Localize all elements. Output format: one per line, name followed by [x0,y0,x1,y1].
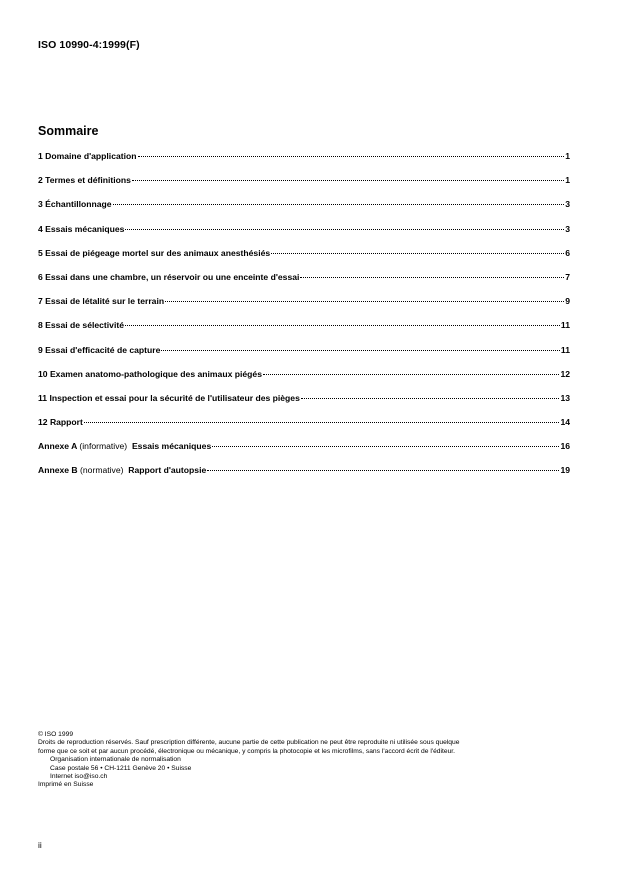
toc-leader-dots [301,398,560,399]
toc-annex-type: (informative) [79,441,128,452]
toc-entry-page: 16 [560,441,570,452]
toc-annex-prefix: Annexe A [38,441,77,452]
postal-address: Case postale 56 • CH-1211 Genève 20 • Suisse [50,764,192,772]
toc-entry-label: 4 Essais mécaniques [38,223,125,234]
toc-entry-page: 14 [560,417,570,428]
toc-entry-label: 5 Essai de piégeage mortel sur des animaux anesthésiés [38,247,271,258]
copyright-line: © ISO 1999 [38,731,74,738]
toc-entry-label: 10 Examen anatomo-pathologique des animaux piégés [38,368,262,379]
table-of-contents [38,151,570,490]
toc-entry-5[interactable] [38,248,570,272]
toc-entry-page: 11 [560,344,570,355]
organization-name: Organisation internationale de normalisation [50,756,181,764]
toc-leader-dots [132,180,564,181]
toc-entry-page: 1 [565,151,570,161]
toc-leader-dots [84,422,560,423]
toc-entry-label: 1 Domaine d'application [38,151,137,161]
toc-entry-annex-b[interactable] [38,465,570,489]
toc-entry-label: 3 Échantillonnage [38,199,112,210]
toc-leader-dots [212,446,559,447]
toc-leader-dots [113,204,565,205]
toc-entry-label: 11 Inspection et essai pour la sécurité de l'utilisateur des pièges [38,392,300,403]
toc-entry-label: 6 Essai dans une chambre, un réservoir ou une enceinte d'essai [38,271,300,282]
toc-leader-dots [138,156,565,157]
toc-annex-label [38,465,206,475]
toc-entry-page: 19 [560,465,570,476]
toc-entry-page: 12 [560,368,570,379]
toc-entry-label: 8 Essai de sélectivité [38,320,124,331]
toc-entry-page: 3 [565,223,570,234]
toc-entry-7[interactable] [38,296,570,320]
internet-contact: Internet iso@iso.ch [50,773,108,781]
toc-annex-type: (normative) [80,465,124,476]
toc-entry-label: Rapport d'autopsie [128,465,207,476]
toc-entry-page: 9 [565,296,570,307]
toc-entry-3[interactable] [38,199,570,223]
toc-entry-label: 2 Termes et définitions [38,175,131,186]
toc-entry-1[interactable] [38,151,570,175]
copyright-notice [38,731,583,790]
toc-entry-page: 6 [565,247,570,258]
page-number: ii [38,840,42,850]
toc-leader-dots [271,253,564,254]
toc-entry-2[interactable] [38,175,570,199]
toc-entry-label: 9 Essai d'efficacité de capture [38,344,161,355]
toc-leader-dots [165,301,564,302]
toc-leader-dots [207,470,559,471]
toc-leader-dots [263,374,559,375]
toc-entry-4[interactable] [38,224,570,248]
printed-in: Imprimé en Suisse [38,781,94,789]
toc-entry-9[interactable] [38,345,570,369]
rights-text-2: forme que ce soit et par aucun procédé, électronique ou mécanique, y compris la photocopie et les microfilms, sans l'accord écrit de l'éditeur. [38,747,456,755]
toc-title: Sommaire [38,124,99,138]
toc-entry-annex-a[interactable] [38,441,570,465]
document-id: ISO 10990-4:1999(F) [38,39,140,51]
rights-text-1: Droits de reproduction réservés. Sauf prescription différente, aucune partie de cette publication ne peut être reproduite ni utilisée sous quelque [38,739,460,747]
toc-entry-8[interactable] [38,320,570,344]
toc-entry-label: 12 Rapport [38,417,83,428]
toc-entry-10[interactable] [38,369,570,393]
toc-annex-prefix: Annexe B [38,465,78,476]
toc-leader-dots [300,277,564,278]
toc-entry-page: 3 [565,199,570,210]
toc-entry-6[interactable] [38,272,570,296]
toc-leader-dots [161,350,559,351]
toc-entry-page: 7 [565,271,570,282]
toc-entry-12[interactable] [38,417,570,441]
toc-leader-dots [125,229,564,230]
toc-entry-label: Essais mécaniques [131,441,212,452]
toc-annex-label [38,441,211,451]
toc-leader-dots [125,325,560,326]
toc-entry-11[interactable] [38,393,570,417]
toc-entry-page: 13 [560,392,570,403]
toc-entry-page: 1 [565,175,570,186]
toc-entry-label: 7 Essai de létalité sur le terrain [38,296,165,307]
toc-entry-page: 11 [560,320,570,331]
